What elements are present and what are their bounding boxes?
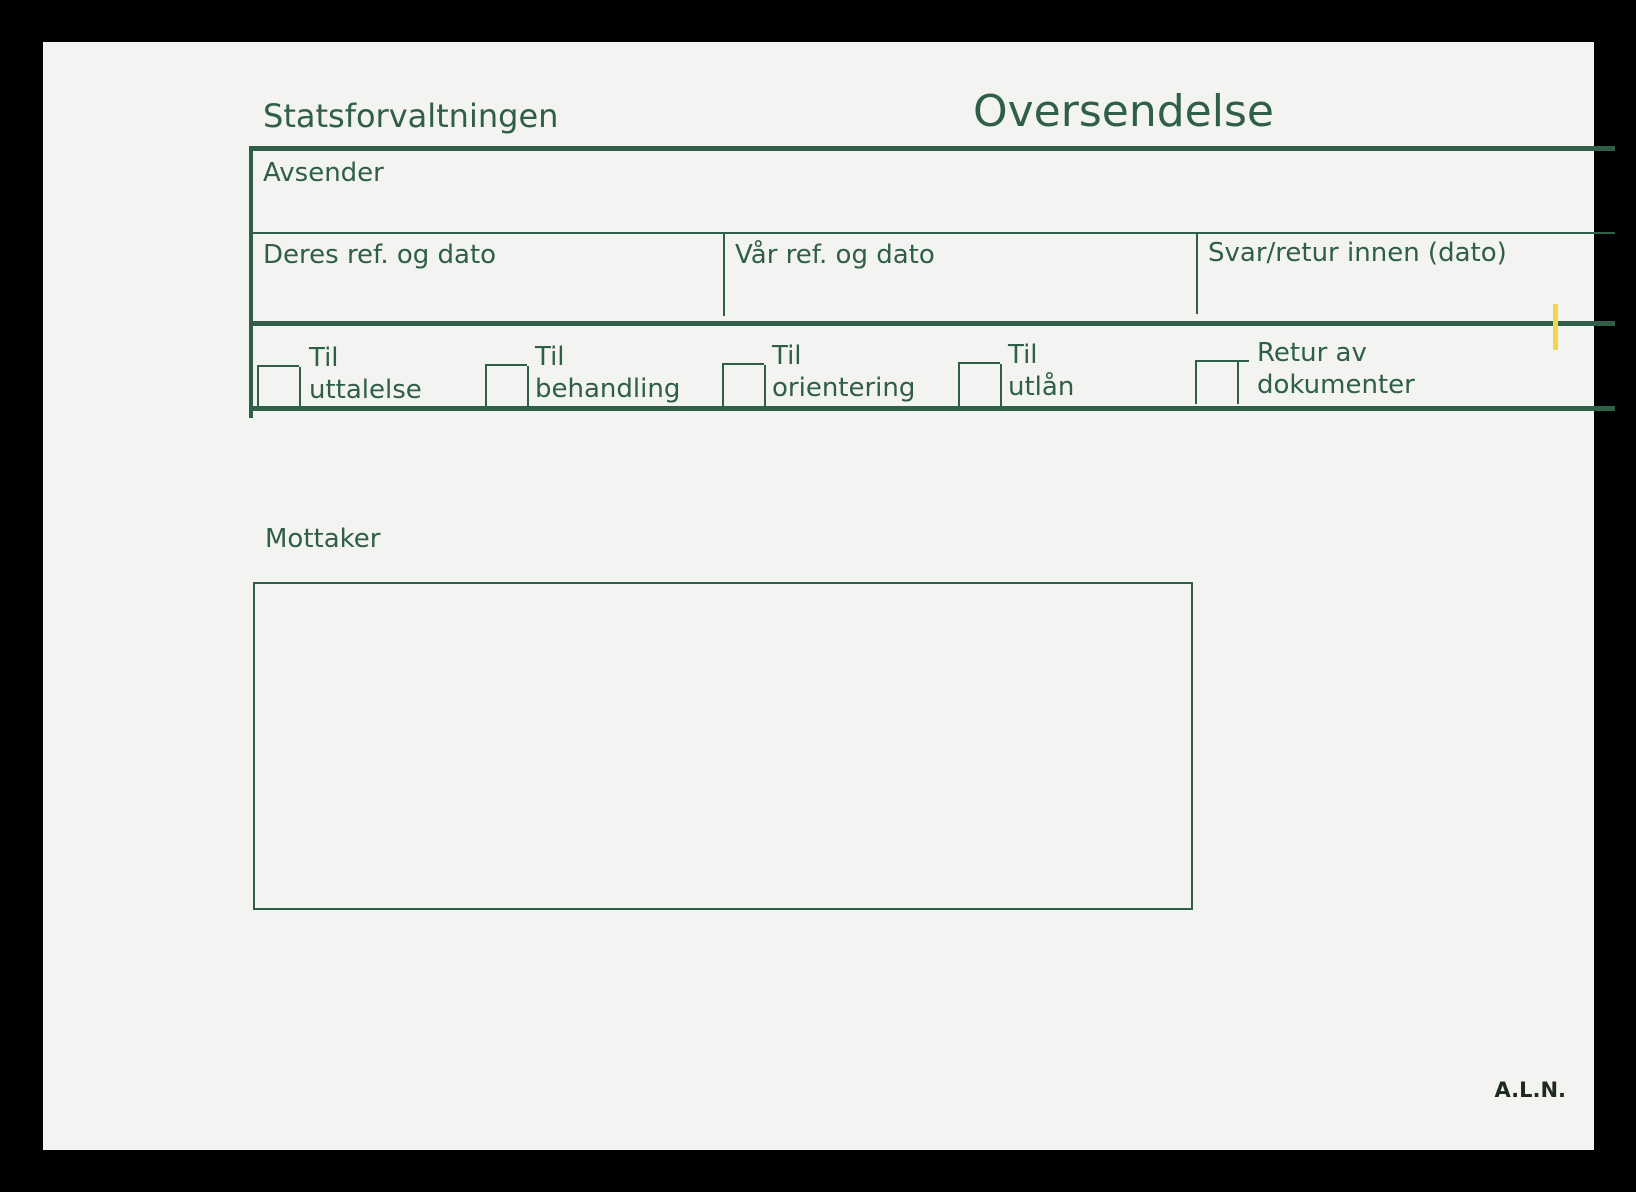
checkbox-label-line1: Til [1008, 340, 1038, 370]
recipient-box[interactable] [253, 582, 1193, 910]
ref-divider-1 [723, 234, 725, 316]
header-box-left-border [249, 146, 253, 418]
ref-divider-2 [1196, 232, 1198, 314]
checkbox-label-line1: Til [309, 343, 339, 373]
top-rule [249, 146, 1615, 151]
checkbox-label-line2: orientering [772, 373, 916, 403]
checkbox-label-line2: dokumenter [1257, 370, 1415, 400]
checkbox-label-line2: uttalelse [309, 375, 422, 405]
form-card [43, 42, 1594, 1150]
printer-mark: A.L.N. [1494, 1078, 1566, 1102]
checkbox-label-line2: utlån [1008, 372, 1075, 402]
checkbox-box[interactable] [1195, 362, 1239, 404]
checkbox-label-line1: Retur av [1257, 338, 1367, 368]
checkbox-label-line1: Til [772, 341, 802, 371]
recipient-label: Mottaker [265, 524, 381, 554]
checkbox-box[interactable] [722, 365, 766, 407]
sender-rule [253, 232, 1615, 234]
checkbox-label-line2: behandling [535, 374, 681, 404]
reply-label: Svar/retur innen (dato) [1208, 238, 1507, 268]
checkbox-box[interactable] [958, 364, 1002, 406]
our-ref-label: Vår ref. og dato [735, 240, 935, 270]
highlighter-mark [1553, 304, 1558, 350]
checkbox-top-rule [253, 321, 1615, 326]
sender-label: Avsender [263, 158, 384, 188]
header-box-bottom-rule [249, 406, 1615, 411]
checkbox-box[interactable] [485, 366, 529, 408]
checkbox-label-line1: Til [535, 342, 565, 372]
form-title: Oversendelse [973, 86, 1274, 137]
your-ref-label: Deres ref. og dato [263, 240, 497, 270]
checkbox-box[interactable] [257, 367, 301, 409]
agency-name: Statsforvaltningen [263, 97, 559, 135]
